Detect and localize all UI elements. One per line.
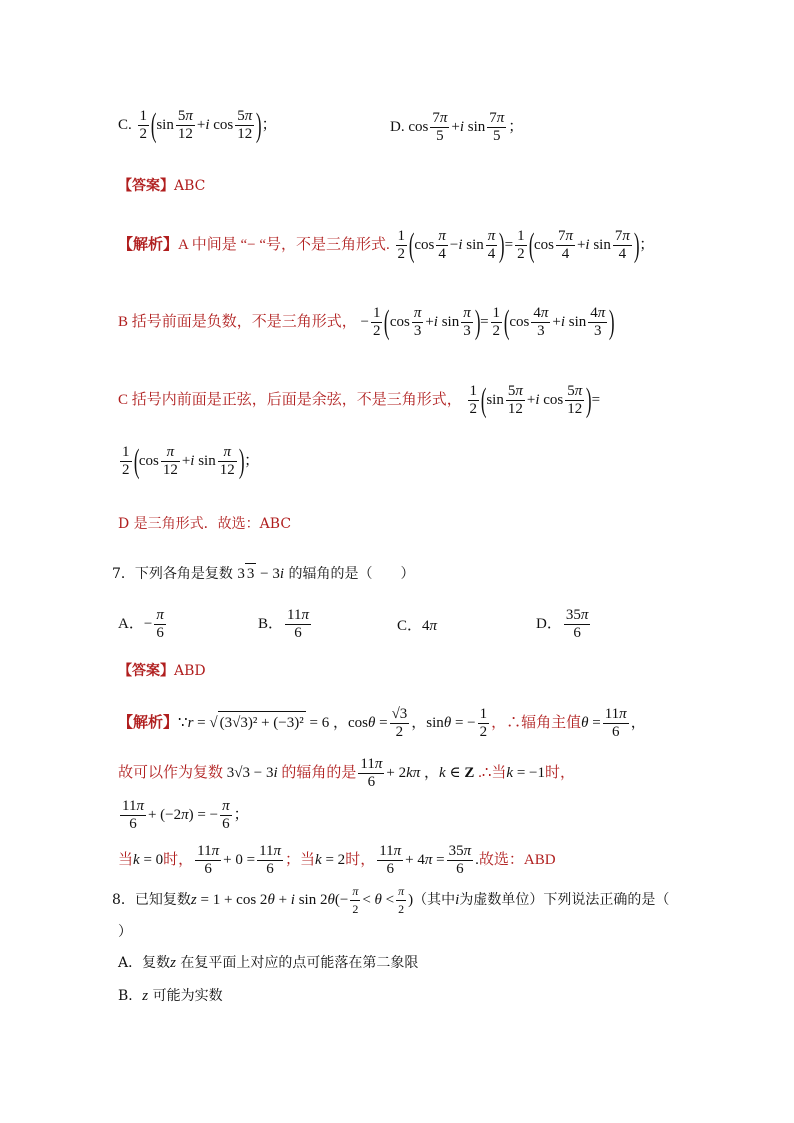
option-c-line: C. $\frac{1}{2}$ (sin $\frac{5\pi}{12}$ +i cos $\frac{5\pi}{12}$ )； (118, 106, 277, 144)
answer-7: 【答案】ABD (118, 663, 206, 679)
question-7: 7．下列各角是复数 3 3 − 3i 的辐角的是（ ） (112, 563, 414, 584)
solution-7-line2: 故可以作为复数 3√3 − 3i 的辐角的是 $\frac{11\pi}{6}$ + 2kπ ，k ∈ Z .∴当k = −1时， (118, 756, 576, 790)
solution-7-line1: 【解析】∵r = √ (3√3)² + (−3)² = 6 ，cosθ = $\frac{√3}{2}$ ，sinθ = − $\frac{1}{2}$ ，∴辐角主值θ = $\frac{11\pi}{6}$ ， (118, 706, 646, 740)
q7-option-c: C．4π (397, 618, 438, 634)
solution-7-line4: 当k = 0时， $\frac{11\pi}{6}$ + 0 = $\frac{11\pi}{6}$ ；当k = 2时， $\frac{11\pi}{6}$ + 4π = $\frac{35\pi}{6}$ .故选：ABD (118, 843, 556, 877)
option-c-label: C. (118, 116, 132, 133)
q7-option-b: B． $\frac{11\pi}{6}$ (258, 607, 309, 641)
q8-option-a: A．复数z 在复平面上对应的点可能落在第二象限 (118, 955, 419, 971)
analysis-c: C 括号内前面是正弦，后面是余弦，不是三角形式， $\frac{1}{2}$ (sin $\frac{5\pi}{12}$ +i cos $\frac{5\pi}{12}$ )= (118, 381, 601, 419)
analysis-c-cont: $\frac{1}{2}$ (cos $\frac{\pi}{12}$ +i sin $\frac{\pi}{12}$ )； (122, 442, 260, 480)
analysis-d: D 是三角形式．故选：ABC (118, 516, 292, 532)
q8-option-b: B．z 可能为实数 (118, 988, 223, 1004)
solution-7-line3: $\frac{11\pi}{6}$ + (−2π) = − $\frac{\pi}{6}$ ； (122, 798, 249, 832)
option-d-line: D. cos $\frac{7\pi}{5}$ +i sin $\frac{7\pi}{5}$ ； (390, 110, 524, 144)
q7-options: A．− $\frac{\pi}{6}$ (118, 607, 164, 641)
question-8-close: ） (118, 924, 132, 940)
analysis-b: B 括号前面是负数，不是三角形式， − $\frac{1}{2}$ (cos $\frac{\pi}{3}$ +i sin $\frac{\pi}{3}$ )= $\frac{1}{2}$ (cos $\frac{4\pi}{3}$ +i sin $\frac{4\pi}{3}$ ) (118, 303, 615, 341)
analysis-a: 【解析】A 中间是 “− “号，不是三角形式. $\frac{1}{2}$ (cos $\frac{\pi}{4}$ −i sin $\frac{\pi}{4}$ )= $\frac{1}{2}$ (cos $\frac{7\pi}{4}$ +i sin $\frac{7\pi}{4}$ )； (118, 226, 655, 264)
option-d-label: D. (390, 118, 405, 135)
question-8: 8．已知复数z = 1 + cos 2θ + i sin 2θ(− $\frac{\pi}{2}$ < θ < $\frac{\pi}{2}$ )（其中i为虚数单位）下列说法正确的是（ (112, 884, 670, 916)
q7-option-d: D． $\frac{35\pi}{6}$ (536, 607, 589, 641)
fraction-half: $\frac{1}{2}$ (139, 108, 148, 142)
answer-6: 【答案】ABC (118, 178, 206, 194)
